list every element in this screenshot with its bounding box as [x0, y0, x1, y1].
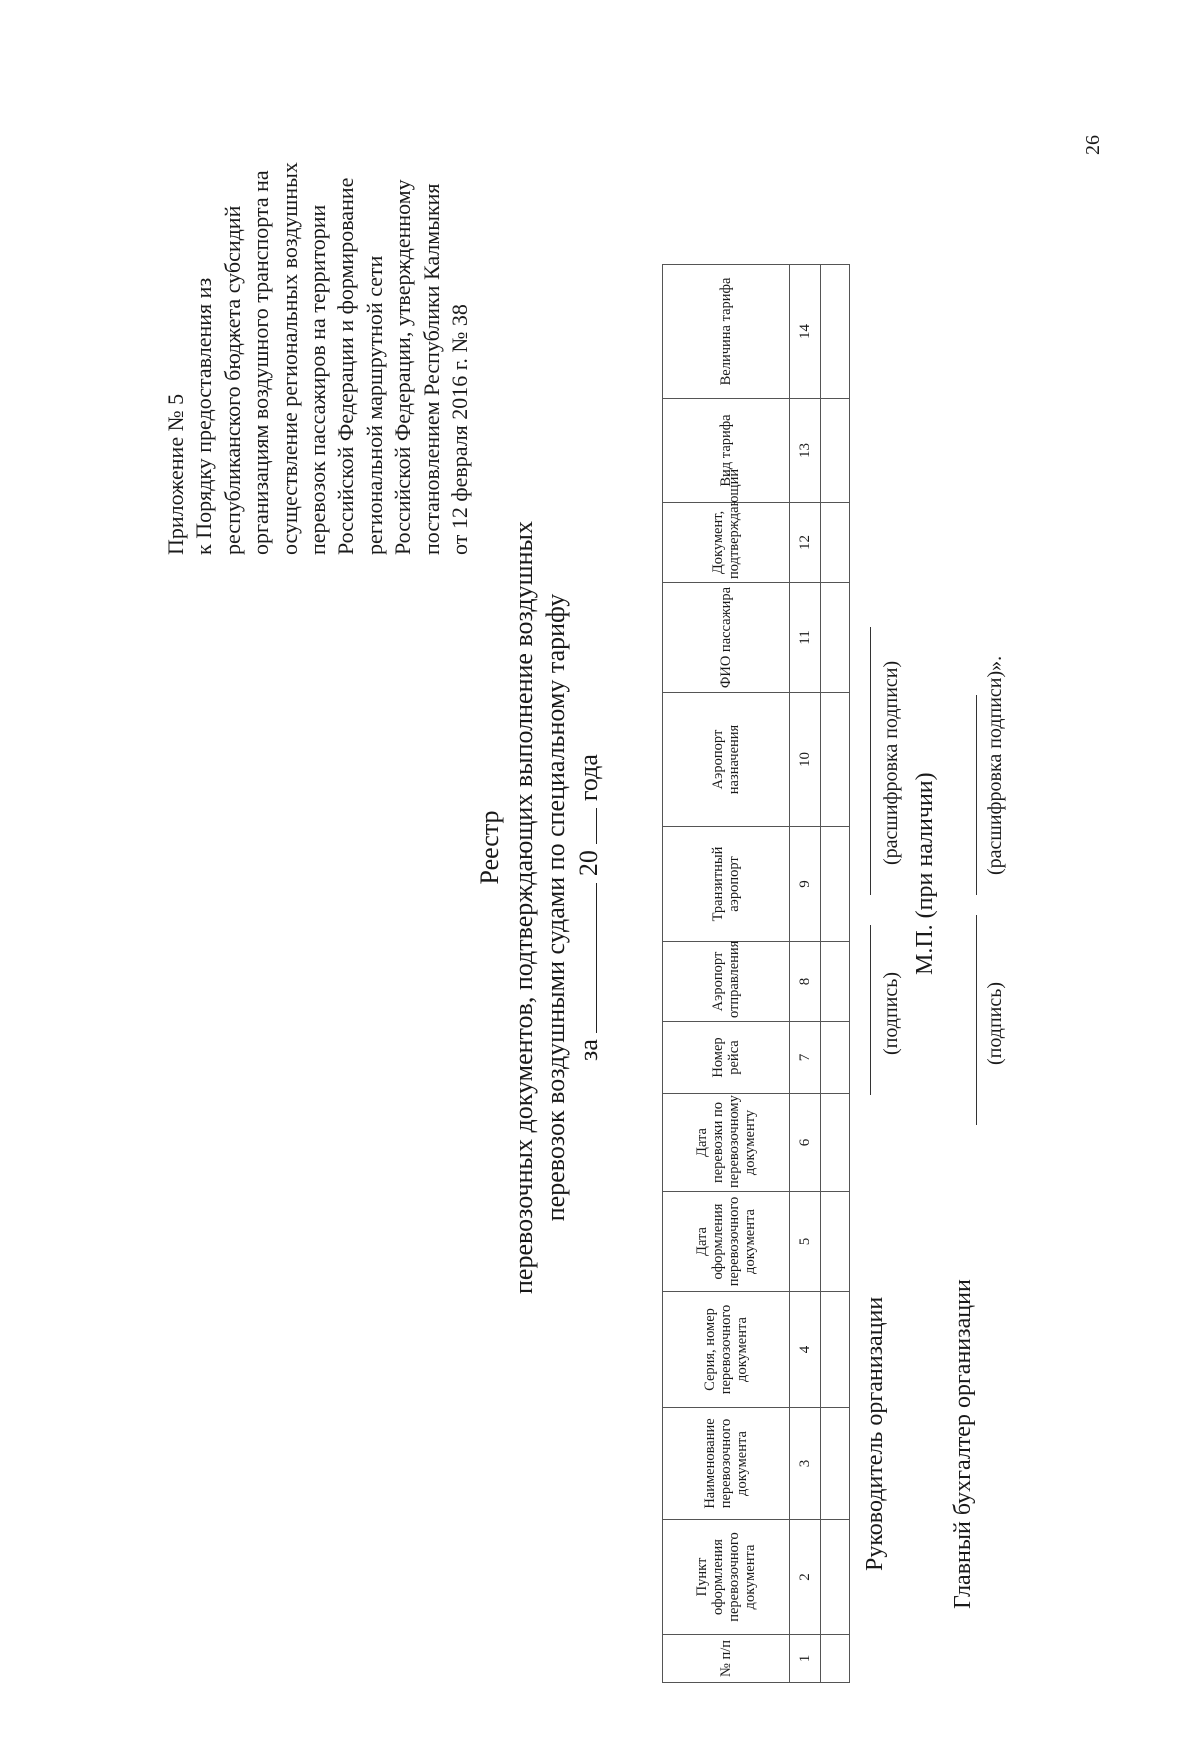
column-header: Величина тарифа [663, 265, 790, 399]
appendix-line: организациям воздушного транспорта на [248, 170, 274, 555]
column-number: 13 [790, 399, 821, 503]
column-header: ФИО пассажира [663, 583, 790, 693]
appendix-line: Приложение № 5 [163, 393, 188, 555]
appendix-line: Российской Федерации и формирование [333, 177, 359, 555]
column-header: Дата оформления перевозочного документа [663, 1192, 790, 1292]
table-cell [821, 1292, 850, 1408]
document-title-line-1: перевозочных документов, подтверждающих выполнение воздушных [509, 521, 538, 1295]
column-number: 8 [790, 942, 821, 1022]
head-signature-caption: (подпись) [880, 971, 902, 1055]
column-header: Транзитный аэропорт [663, 827, 790, 942]
column-header: Пункт оформления перевозочного документа [663, 1520, 790, 1635]
appendix-line: республиканского бюджета субсидий [219, 205, 245, 555]
appendix-block [162, 15, 474, 555]
column-header: Вид тарифа [663, 399, 790, 503]
column-number: 12 [790, 503, 821, 583]
page-number: 26 [1082, 135, 1104, 155]
period-month-blank [572, 883, 597, 1033]
appendix-line: от 12 февраля 2016 г. № 38 [447, 304, 473, 555]
period-prefix: за [574, 1039, 603, 1061]
accountant-decoding-line [976, 695, 977, 895]
table-cell [821, 827, 850, 942]
table-cell [821, 583, 850, 693]
stamp-label: М.П. (при наличии) [912, 772, 938, 975]
accountant-decoding-caption: (расшифровка подписи)». [984, 655, 1006, 875]
column-header: Серия, номер перевозочного документа [663, 1292, 790, 1408]
appendix-line: Российской Федерации, утвержденному [390, 179, 416, 555]
table-cell [821, 503, 850, 583]
column-number: 3 [790, 1408, 821, 1520]
column-number: 7 [790, 1022, 821, 1094]
table-cell [821, 1094, 850, 1192]
table-cell [821, 942, 850, 1022]
appendix-line: к Порядку предоставления из [191, 277, 217, 555]
column-number-row [790, 265, 821, 1683]
head-decoding-line [870, 627, 871, 895]
document-heading: Реестр [475, 810, 504, 885]
table-cell [821, 399, 850, 503]
column-header: Наименование перевозочного документа [663, 1408, 790, 1520]
head-decoding-caption: (расшифровка подписи) [880, 660, 902, 865]
column-number: 2 [790, 1520, 821, 1635]
column-number: 6 [790, 1094, 821, 1192]
table-row [821, 265, 850, 1683]
table-header-row [663, 265, 790, 1683]
head-signature-line [870, 925, 871, 1095]
appendix-line: постановлением Республики Калмыкия [418, 183, 444, 555]
appendix-line: осуществление региональных воздушных [276, 162, 302, 555]
period-suffix: года [574, 754, 603, 802]
column-header: Дата перевозки по перевозочному документу [663, 1094, 790, 1192]
column-number: 14 [790, 265, 821, 399]
appendix-line: перевозок пассажиров на территории [305, 204, 331, 555]
document-period [572, 60, 605, 1755]
table-cell [821, 1635, 850, 1683]
column-header: Аэропорт отправления [663, 942, 790, 1022]
column-header: № п/п [663, 1635, 790, 1683]
column-number: 1 [790, 1635, 821, 1683]
column-number: 4 [790, 1292, 821, 1408]
registry-table [662, 264, 850, 1683]
column-number: 5 [790, 1192, 821, 1292]
table-cell [821, 693, 850, 827]
table-cell [821, 265, 850, 399]
table-cell [821, 1408, 850, 1520]
table-cell [821, 1520, 850, 1635]
appendix-line: региональной маршрутной сети [361, 255, 387, 555]
table-cell [821, 1022, 850, 1094]
accountant-signature-caption: (подпись) [984, 981, 1006, 1065]
head-label: Руководитель организации [862, 1296, 888, 1571]
column-number: 11 [790, 583, 821, 693]
column-number: 9 [790, 827, 821, 942]
period-year-blank [572, 808, 597, 844]
column-header: Документ, подтверждающий [663, 503, 790, 583]
column-header: Аэропорт назначения [663, 693, 790, 827]
accountant-label: Главный бухгалтер организации [950, 1279, 976, 1609]
period-year-prefix: 20 [574, 850, 603, 877]
column-header: Номер рейса [663, 1022, 790, 1094]
document-title-line-2: перевозок воздушными судами по специальному тарифу [541, 593, 570, 1222]
accountant-signature-line [976, 915, 977, 1125]
table-cell [821, 1192, 850, 1292]
column-number: 10 [790, 693, 821, 827]
